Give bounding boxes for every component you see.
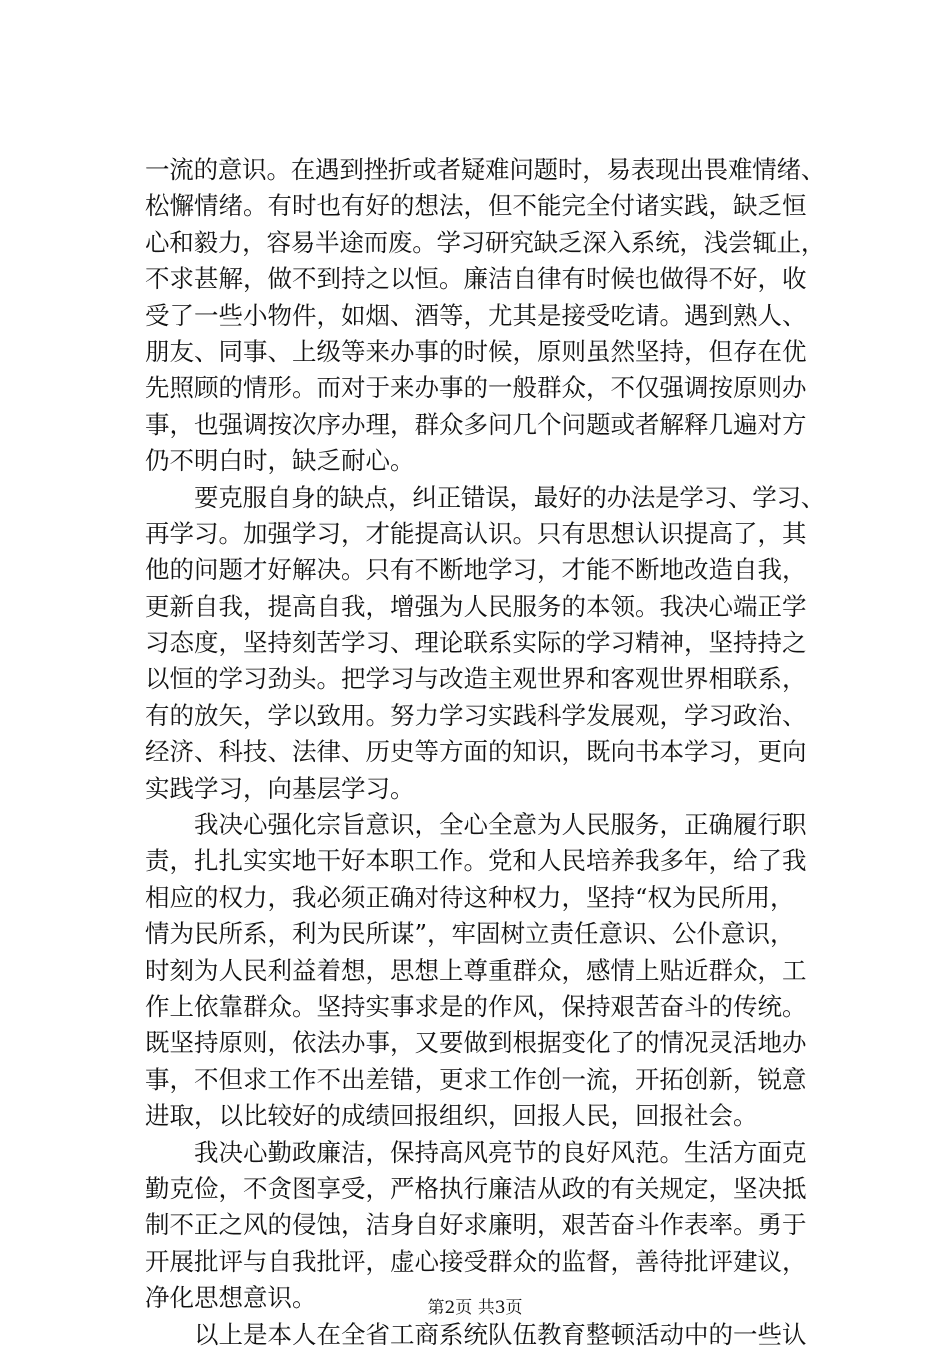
text-line: 我决心勤政廉洁，保持高风亮节的良好风范。生活方面克 [194,1137,807,1167]
text-line: 责，扎扎实实地干好本职工作。党和人民培养我多年，给了我 [145,846,807,876]
text-line: 作上依靠群众。坚持实事求是的作风，保持艰苦奋斗的传统。 [145,991,807,1021]
text-line: 开展批评与自我批评，虚心接受群众的监督，善待批评建议， [145,1246,807,1276]
text-line: 事，不但求工作不出差错，更求工作创一流，开拓创新，锐意 [145,1064,807,1094]
document-body [145,152,825,1353]
text-line: 以恒的学习劲头。把学习与改造主观世界和客观世界相联系， [145,664,807,694]
text-line: 事，也强调按次序办理，群众多问几个问题或者解释几遍对方 [145,409,807,439]
text-line: 受了一些小物件，如烟、酒等，尤其是接受吃请。遇到熟人、 [145,300,807,330]
text-line: 更新自我，提高自我，增强为人民服务的本领。我决心端正学 [145,591,807,621]
text-line: 他的问题才好解决。只有不断地学习，才能不断地改造自我， [145,555,807,585]
text-line: 习态度，坚持刻苦学习、理论联系实际的学习精神，坚持持之 [145,628,807,658]
text-line: 我决心强化宗旨意识，全心全意为人民服务，正确履行职 [194,810,807,840]
text-line: 相应的权力，我必须正确对待这种权力，坚持“权为民所用， [145,882,795,912]
page-footer [0,1297,950,1319]
text-line: 朋友、同事、上级等来办事的时候，原则虽然坚持，但存在优 [145,336,807,366]
text-line: 先照顾的情形。而对于来办事的一般群众，不仅强调按原则办 [145,373,807,403]
text-line: 一流的意识。在遇到挫折或者疑难问题时，易表现出畏难情绪、 [145,155,826,184]
text-line: 不求甚解，做不到持之以恒。廉洁自律有时候也做得不好，收 [145,264,807,294]
page-number-label: 第2页 共3页 [427,1298,523,1318]
text-line: 情为民所系，利为民所谋”，牢固树立责任意识、公仆意识， [145,919,795,949]
text-line: 有的放矢，学以致用。努力学习实践科学发展观，学习政治、 [145,700,807,730]
text-line: 净化思想意识。 [145,1283,317,1313]
text-line: 实践学习，向基层学习。 [145,773,415,803]
text-line: 经济、科技、法律、历史等方面的知识，既向书本学习，更向 [145,737,807,767]
text-line: 松懈情绪。有时也有好的想法，但不能完全付诸实践，缺乏恒 [145,191,807,221]
text-line: 进取，以比较好的成绩回报组织，回报人民，回报社会。 [145,1101,758,1131]
text-line: 制不正之风的侵蚀，洁身自好求廉明，艰苦奋斗作表率。勇于 [145,1210,807,1240]
text-line: 要克服自身的缺点，纠正错误，最好的办法是学习、学习、 [194,482,826,512]
text-line: 心和毅力，容易半途而废。学习研究缺乏深入系统，浅尝辄止， [145,227,826,257]
text-line: 既坚持原则，依法办事，又要做到根据变化了的情况灵活地办 [145,1028,807,1058]
text-line: 勤克俭，不贪图享受，严格执行廉洁从政的有关规定，坚决抵 [145,1173,807,1203]
text-line: 再学习。加强学习，才能提高认识。只有思想认识提高了，其 [145,518,807,548]
text-line: 时刻为人民利益着想，思想上尊重群众，感情上贴近群众，工 [145,955,807,985]
text-line: 仍不明白时，缺乏耐心。 [145,446,415,476]
text-line: 以上是本人在全省工商系统队伍教育整顿活动中的一些认 [194,1319,807,1349]
